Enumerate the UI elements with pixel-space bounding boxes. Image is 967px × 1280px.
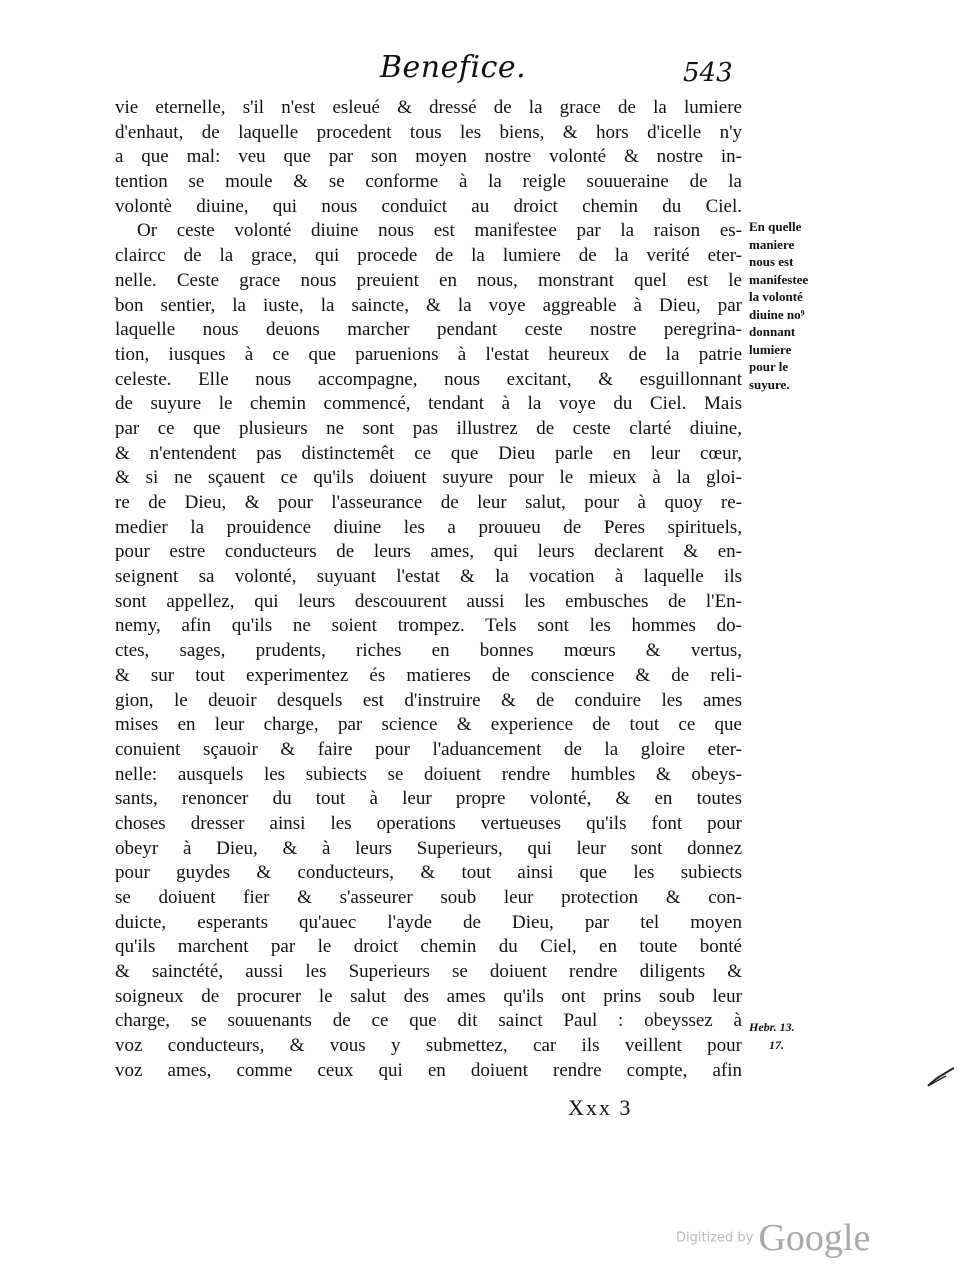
text-line: medier la prouidence diuine les a prouueu de Peres spirituels, bbox=[115, 516, 742, 538]
text-line: choses dresser ainsi les operations vertueuses qu'ils font pour bbox=[115, 812, 742, 834]
margin-note-line: En quelle bbox=[749, 219, 802, 234]
running-head-title: Benefice. bbox=[380, 50, 527, 85]
text-line: de suyure le chemin commencé, tendant à la voye du Ciel. Mais bbox=[115, 393, 742, 415]
body-text bbox=[115, 96, 742, 1084]
text-line: sants, renoncer du tout à leur propre volonté, & en toutes bbox=[115, 788, 742, 810]
text-line: & sur tout experimentez és matieres de conscience & de reli- bbox=[115, 664, 742, 686]
text-line: re de Dieu, & pour l'asseurance de leur salut, pour à quoy re- bbox=[115, 492, 742, 513]
text-line: sont appellez, qui leurs descouurent aussi les embusches de l'En- bbox=[115, 590, 742, 612]
margin-note-line: la volonté bbox=[749, 289, 803, 304]
text-line: obeyr à Dieu, & à leurs Superieurs, qui leur sont donnez bbox=[115, 837, 742, 859]
text-line: Or ceste volonté diuine nous est manifestee par la raison es- bbox=[137, 220, 742, 242]
google-logo-text: Google bbox=[758, 1217, 871, 1259]
text-line: tention se moule & se conforme à la reigle souueraine de la bbox=[115, 171, 742, 193]
margin-note-line: donnant bbox=[749, 324, 796, 339]
margin-note-line: nous est bbox=[749, 254, 794, 269]
digitized-by-google-watermark bbox=[676, 1216, 870, 1260]
text-line: charge, se souuenants de ce que dit sainct Paul : obeyssez à bbox=[115, 1010, 742, 1032]
text-line: par ce que plusieurs ne sont pas illustrez de ceste clarté diuine, bbox=[115, 417, 742, 439]
text-line: mises en leur charge, par science & experience de tout ce que bbox=[115, 714, 742, 736]
text-line: nelle: ausquels les subiects se doiuent rendre humbles & obeys- bbox=[115, 763, 742, 785]
pen-stroke-mark bbox=[926, 1066, 956, 1088]
text-line: celeste. Elle nous accompagne, nous excitant, & esguillonnant bbox=[115, 368, 742, 390]
margin-note-line: maniere bbox=[749, 236, 795, 252]
text-line: pour guydes & conducteurs, & tout ainsi que les subiects bbox=[115, 862, 742, 884]
margin-note-line: 17. bbox=[769, 1037, 784, 1052]
page-number: 543 bbox=[683, 58, 733, 88]
text-line: & sainctété, aussi les Superieurs se doiuent rendre diligents & bbox=[115, 961, 742, 983]
text-line: gion, le deuoir desquels est d'instruire & de conduire les ames bbox=[115, 689, 742, 711]
text-line: vie eternelle, s'il n'est esleué & dressé de la grace de la lumiere bbox=[115, 97, 742, 118]
text-line: tion, iusques à ce que paruenions à l'estat heureux de la patrie bbox=[115, 343, 742, 365]
text-line: voz ames, comme ceux qui en doiuent rendre compte, afin bbox=[115, 1059, 742, 1081]
text-line: soigneux de procurer le salut des ames qu'ils ont prins soub leur bbox=[115, 985, 742, 1007]
text-line: conuient sçauoir & faire pour l'aduancement de la gloire eter- bbox=[115, 738, 742, 760]
margin-note-line: pour le bbox=[749, 359, 789, 374]
text-line: nelle. Ceste grace nous preuient en nous, monstrant quel est le bbox=[115, 269, 742, 291]
text-line: bon sentier, la iuste, la saincte, & la voye aggreable à Dieu, par bbox=[115, 294, 742, 316]
margin-note-line: Hebr. 13. bbox=[749, 1020, 795, 1034]
text-line: pour estre conducteurs de leurs ames, qui leurs declarent & en- bbox=[115, 541, 742, 563]
margin-note-line: diuine no⁹ bbox=[749, 306, 805, 322]
text-line: nemy, afin qu'ils ne soient trompez. Tels sont les hommes do- bbox=[115, 615, 742, 637]
margin-note-line: manifestee bbox=[749, 271, 809, 287]
signature-mark: Xxx 3 bbox=[568, 1095, 633, 1120]
text-line: & si ne sçauent ce qu'ils doiuent suyure pour le mieux à la gloi- bbox=[115, 467, 742, 489]
text-line: a que mal: veu que par son moyen nostre volonté & nostre in- bbox=[115, 146, 742, 168]
text-line: ctes, sages, prudents, riches en bonnes mœurs & vertus, bbox=[115, 640, 742, 662]
text-line: seignent sa volonté, suyuant l'estat & la vocation à laquelle ils bbox=[115, 566, 742, 588]
margin-note-hebrews-reference bbox=[749, 1019, 819, 1054]
text-line: d'enhaut, de laquelle procedent tous les biens, & hors d'icelle n'y bbox=[115, 121, 742, 143]
margin-note-line: lumiere bbox=[749, 341, 792, 357]
margin-note-line: suyure. bbox=[749, 376, 790, 392]
text-line: voz conducteurs, & vous y submettez, car ils veillent pour bbox=[115, 1035, 742, 1057]
text-line: laquelle nous deuons marcher pendant ceste nostre peregrina- bbox=[115, 319, 742, 341]
text-line: se doiuent fier & s'asseurer soub leur protection & con- bbox=[115, 887, 742, 908]
margin-note-manifestation bbox=[749, 218, 819, 393]
watermark-prefix: Digitized by bbox=[676, 1230, 754, 1246]
text-line: & n'entendent pas distinctemêt ce que Dieu parle en leur cœur, bbox=[115, 442, 742, 464]
text-line: duicte, esperants qu'auec l'ayde de Dieu, par tel moyen bbox=[115, 911, 742, 933]
text-line: volontè diuine, qui nous conduict au droict chemin du Ciel. bbox=[115, 195, 742, 217]
text-line: claircc de la grace, qui procede de la lumiere de la verité eter- bbox=[115, 245, 742, 267]
text-line: qu'ils marchent par le droict chemin du Ciel, en toute bonté bbox=[115, 936, 742, 958]
